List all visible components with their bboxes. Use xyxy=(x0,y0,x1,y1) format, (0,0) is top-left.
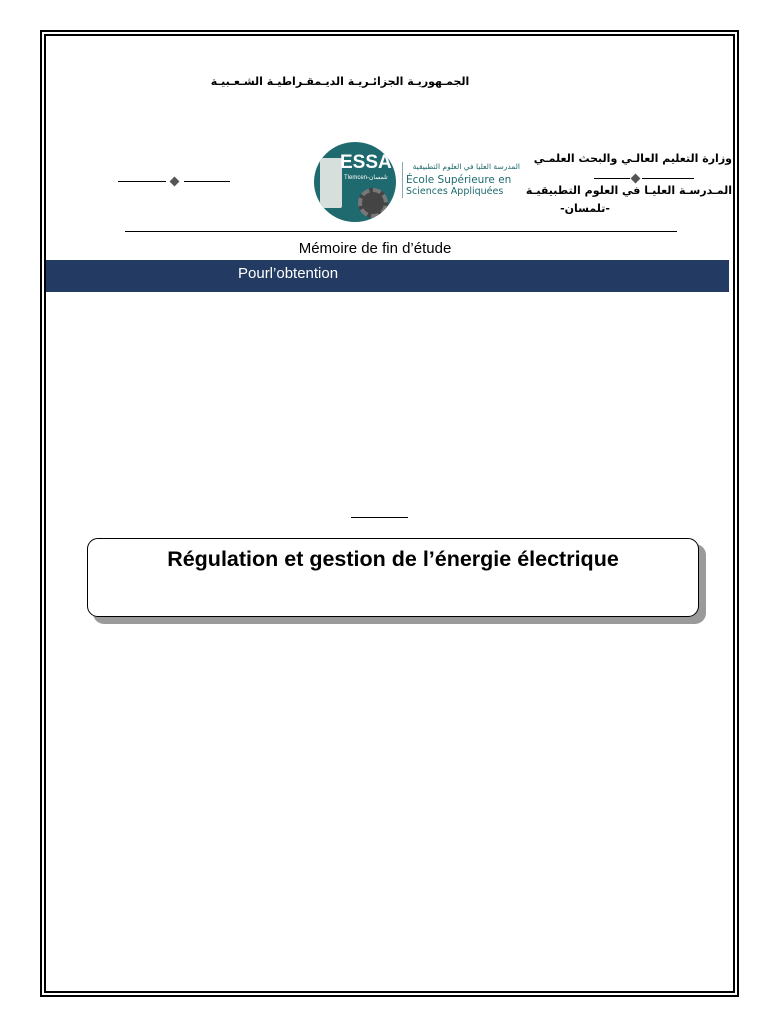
title-box xyxy=(87,538,699,617)
left-ornament-divider xyxy=(118,176,230,188)
school-logo xyxy=(312,138,524,226)
document-type: Mémoire de fin d’étude xyxy=(298,240,452,257)
logo-city: Tlemcen-تلمسان xyxy=(344,175,388,181)
short-rule xyxy=(351,517,408,518)
building-icon xyxy=(320,158,342,208)
document-title: Régulation et gestion de l’énergie électrique xyxy=(167,547,619,571)
republic-heading: الجمـهوريـة الجزائـريـة الديـمقـراطيـة الشـعـبيـة xyxy=(210,75,470,88)
logo-acronym: ESSA xyxy=(340,152,392,173)
diamond-icon xyxy=(631,174,641,184)
school-heading: المـدرسـة العليـا في العلوم التطبيقيـة xyxy=(525,184,732,197)
city-heading: -تلمسان- xyxy=(560,202,610,215)
logo-name-french-2: Sciences Appliquées xyxy=(406,186,504,197)
diamond-icon xyxy=(170,177,180,187)
gear-icon xyxy=(358,188,388,218)
logo-name-french-1: École Supérieure en xyxy=(406,174,512,186)
logo-name-arabic: المدرسة العليا في العلوم التطبيقية xyxy=(412,162,520,171)
logo-emblem xyxy=(314,142,396,222)
blue-banner xyxy=(46,260,729,292)
logo-separator xyxy=(402,162,403,198)
header-rule xyxy=(125,231,677,232)
ministry-heading: وزارة التعليم العالـي والبحث العلمـي xyxy=(533,152,732,165)
banner-label: Pourl’obtention xyxy=(238,265,339,282)
